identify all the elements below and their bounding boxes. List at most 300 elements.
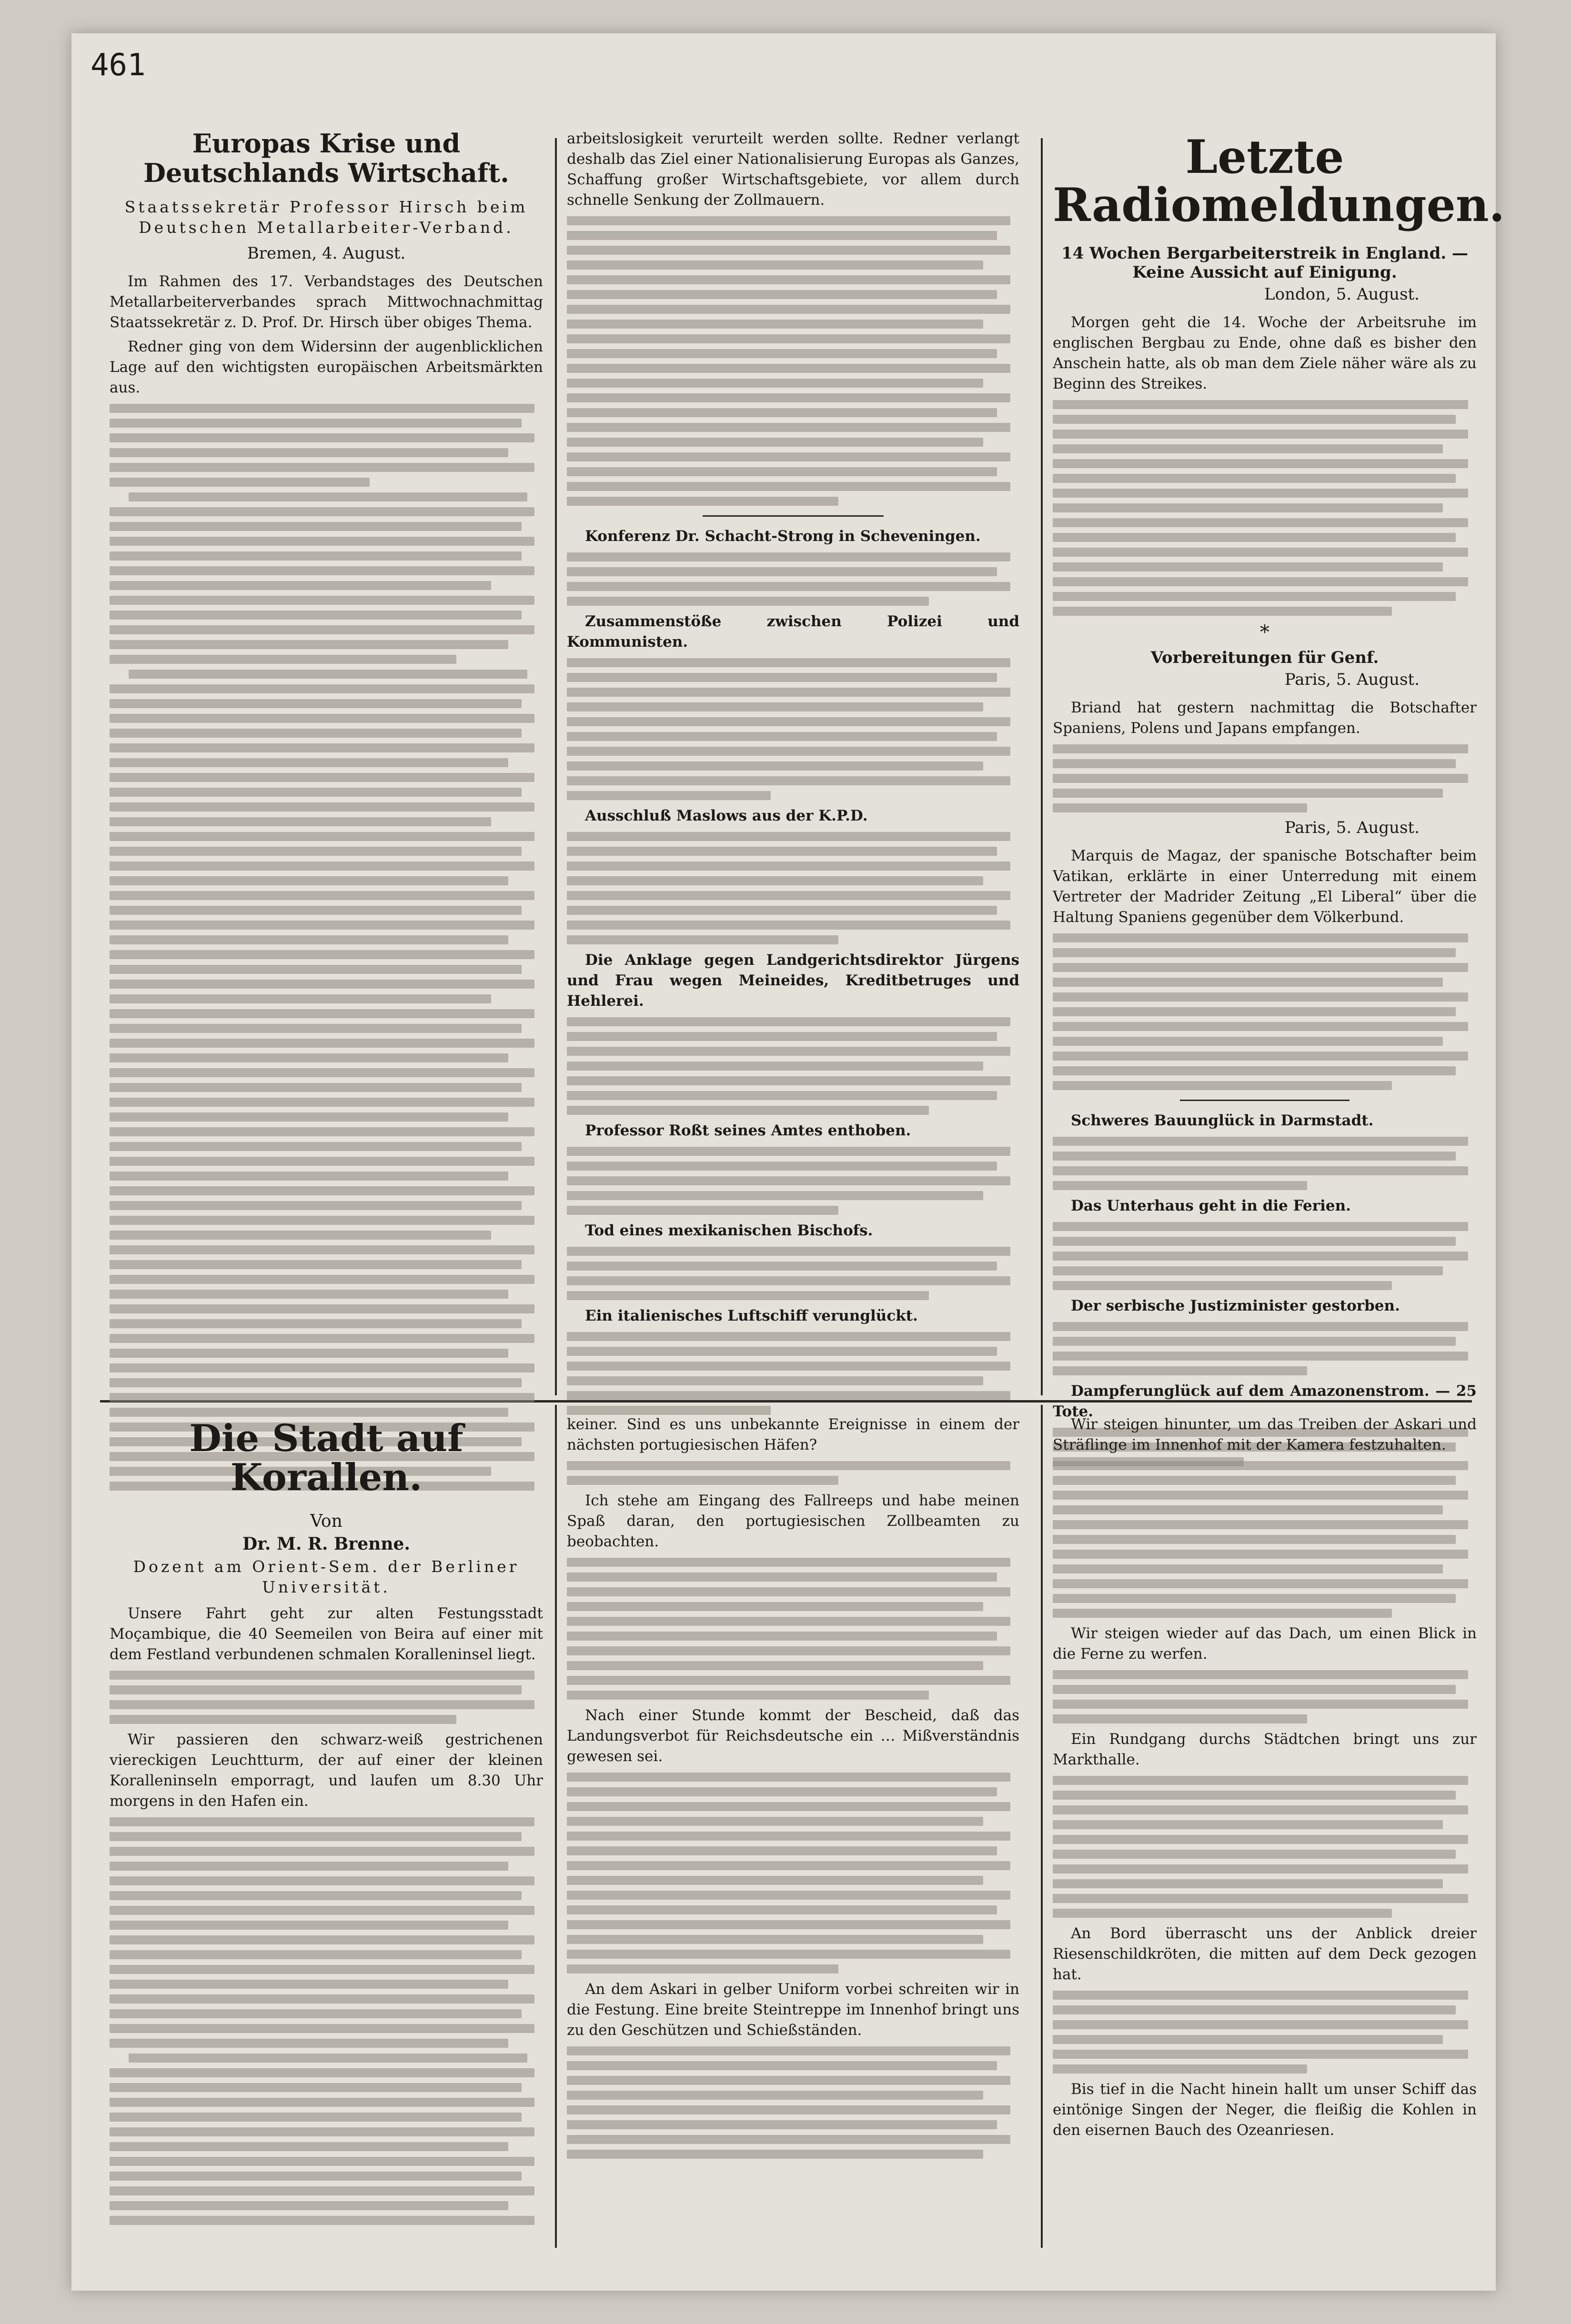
news-headline: Der serbische Justizminister gestorben. — [1071, 1297, 1400, 1314]
illegible-text-line — [567, 2150, 983, 2159]
illegible-text-line — [1053, 607, 1392, 616]
illegible-text-line — [110, 625, 534, 634]
illegible-text-line — [567, 1832, 1010, 1841]
illegible-text-line — [567, 1773, 1010, 1782]
illegible-text-line — [1053, 1579, 1468, 1588]
illegible-text-line — [110, 980, 534, 989]
illegible-text-line — [567, 1262, 997, 1271]
illegible-text-line — [110, 684, 534, 693]
illegible-text-line — [567, 1461, 1010, 1470]
illegible-text-line — [1053, 1670, 1468, 1679]
illegible-text-line — [567, 1817, 983, 1826]
article-paragraph: An dem Askari in gelber Uniform vorbei schreiten wir in die Festung. Eine breite Steintreppe im Innenhof bringt uns zu den Geschützen und Schießständen. — [567, 1981, 1019, 2039]
illegible-text-line — [1053, 503, 1443, 512]
illegible-text-line — [110, 994, 491, 1003]
illegible-text-line — [110, 1098, 534, 1107]
illegible-text-line — [110, 2083, 522, 2092]
illegible-text-line — [567, 921, 1010, 930]
illegible-text-line — [110, 463, 534, 472]
illegible-text-line — [1053, 1835, 1468, 1844]
illegible-text-line — [567, 1076, 1010, 1085]
illegible-text-line — [567, 1062, 983, 1071]
illegible-text-line — [567, 2105, 1010, 2114]
illegible-text-line — [1053, 577, 1468, 586]
illegible-text-line — [1053, 1909, 1392, 1918]
illegible-text-line — [1053, 548, 1468, 557]
illegible-text-line — [110, 478, 370, 487]
illegible-text-line — [567, 1047, 1010, 1056]
illegible-text-line — [567, 1676, 1010, 1685]
illegible-text-line — [110, 788, 522, 797]
illegible-text-line — [567, 260, 983, 270]
illegible-text-line — [567, 216, 1010, 225]
illegible-text-line — [1053, 1991, 1468, 2000]
illegible-text-line — [110, 1994, 534, 2003]
article-paragraph: Im Rahmen des 17. Verbandstages des Deutschen Metallarbeiterverbandes sprach Mittwochnachmittag Staatssekretär z. D. Prof. Dr. Hirsch über obiges Thema. — [110, 272, 543, 331]
illegible-text-line — [567, 658, 1010, 667]
illegible-text-line — [110, 1334, 534, 1343]
illegible-text-line — [1053, 459, 1468, 468]
dateline: London, 5. August. — [1264, 284, 1420, 304]
illegible-text-line — [110, 802, 534, 811]
illegible-text-line — [110, 1847, 534, 1856]
illegible-text-line — [1053, 1805, 1468, 1814]
illegible-text-line — [110, 537, 534, 546]
illegible-text-line — [567, 1787, 997, 1796]
illegible-text-line — [1053, 1352, 1468, 1361]
illegible-text-line — [110, 891, 534, 900]
illegible-text-line — [1053, 518, 1468, 527]
illegible-text-line — [567, 1017, 1010, 1026]
illegible-text-line — [1053, 1864, 1468, 1873]
illegible-text-line — [567, 497, 838, 506]
illegible-text-line — [110, 773, 534, 782]
illegible-text-line — [1053, 2064, 1307, 2074]
illegible-text-line — [110, 433, 534, 442]
illegible-text-line — [1053, 1022, 1468, 1031]
article-paragraph: Morgen geht die 14. Woche der Arbeitsruhe im englischen Bergbau zu Ende, ohne daß es bisher den Anschein hatte, als ob man dem Ziele näher wäre als zu Beginn des Streikes. — [1053, 313, 1477, 392]
illegible-text-line — [567, 334, 1010, 343]
illegible-text-line — [110, 921, 534, 930]
illegible-text-line — [110, 2024, 534, 2033]
illegible-text-line — [110, 832, 534, 841]
illegible-text-line — [110, 1862, 508, 1871]
illegible-text-line — [1053, 1081, 1392, 1090]
illegible-text-line — [567, 891, 1010, 900]
illegible-text-line — [110, 522, 522, 531]
illegible-text-line — [110, 2186, 534, 2195]
illegible-text-line — [567, 1376, 983, 1385]
news-headline: 14 Wochen Bergarbeiterstreik in England. — Keine Aussicht auf Einigung. — [1061, 243, 1469, 282]
illegible-text-line — [1053, 1609, 1392, 1618]
column-letzte-radiomeldungen — [1053, 129, 1505, 1420]
illegible-text-line — [1053, 1594, 1456, 1603]
news-headline: Dampferunglück auf dem Amazonenstrom. — 25 Tote. — [1053, 1382, 1477, 1420]
illegible-text-line — [567, 408, 997, 417]
illegible-text-line — [1053, 992, 1468, 1002]
article-paragraph: Nach einer Stunde kommt der Bescheid, daß das Landungsverbot für Reichsdeutsche ein … Mißverständnis gewesen sei. — [567, 1707, 1019, 1765]
article-paragraph: Marquis de Magaz, der spanische Botschafter beim Vatikan, erklärte in einer Unterredung mit einem Vertreter der Madrider Zeitung „El Liberal“ über die Haltung Spaniens gegenüber dem Völkerbund. — [1053, 847, 1477, 926]
illegible-text-line — [567, 2076, 1010, 2085]
illegible-text-line — [567, 861, 1010, 871]
illegible-text-line — [567, 246, 1010, 255]
illegible-text-line — [110, 1172, 508, 1181]
illegible-text-line — [567, 2091, 983, 2100]
illegible-text-line — [110, 1700, 534, 1709]
illegible-text-line — [567, 1876, 983, 1885]
illegible-text-line — [110, 640, 508, 649]
illegible-text-line — [1053, 1550, 1468, 1559]
news-headline: Vorbereitungen für Genf. — [1150, 648, 1379, 667]
illegible-text-line — [1053, 1879, 1443, 1888]
illegible-text-line — [110, 1378, 522, 1387]
illegible-text-line — [110, 817, 491, 826]
illegible-text-line — [567, 379, 983, 388]
illegible-text-line — [110, 1671, 534, 1680]
illegible-text-line — [567, 2120, 997, 2129]
illegible-text-line — [1053, 533, 1456, 542]
illegible-text-line — [567, 1905, 997, 1914]
feuilleton-continuation-right — [1053, 1414, 1477, 2243]
article-paragraph: Wir steigen wieder auf das Dach, um einen Blick in die Ferne zu werfen. — [1053, 1625, 1477, 1663]
illegible-text-line — [567, 1206, 838, 1215]
article-paragraph: An Bord überrascht uns der Anblick dreier Riesenschildkröten, die mitten auf dem Deck gezogen hat. — [1053, 1925, 1477, 1983]
illegible-text-line — [567, 349, 997, 358]
illegible-text-line — [567, 876, 983, 885]
separator — [703, 515, 884, 517]
illegible-text-line — [110, 1216, 534, 1225]
separator — [1180, 1100, 1349, 1101]
illegible-text-line — [567, 1032, 997, 1041]
illegible-text-line — [1053, 744, 1468, 753]
illegible-text-line — [1053, 562, 1443, 571]
illegible-text-line — [567, 452, 1010, 461]
illegible-text-line — [567, 1920, 1010, 1929]
illegible-text-line — [1053, 1007, 1456, 1016]
illegible-text-line — [1053, 1281, 1392, 1290]
illegible-text-line — [1053, 489, 1468, 498]
illegible-text-line — [110, 2068, 534, 2077]
feuilleton-die-stadt-auf-korallen — [110, 1414, 543, 2243]
byline-von: Von — [310, 1511, 342, 1531]
illegible-text-line — [567, 717, 1010, 726]
article-paragraph: Briand hat gestern nachmittag die Botschafter Spaniens, Polens und Japans empfangen. — [1053, 699, 1477, 737]
illegible-text-line — [110, 1906, 534, 1915]
illegible-text-line — [1053, 1564, 1443, 1573]
illegible-text-line — [110, 714, 534, 723]
illegible-text-line — [567, 688, 1010, 697]
illegible-text-line — [110, 1304, 534, 1313]
newspaper-page — [71, 33, 1505, 2291]
illegible-text-line — [1053, 1491, 1468, 1500]
illegible-text-line — [1053, 1066, 1456, 1075]
illegible-text-line — [1053, 978, 1443, 987]
illegible-text-line — [1053, 1166, 1468, 1175]
illegible-text-line — [567, 1617, 1010, 1626]
illegible-text-line — [1053, 963, 1468, 972]
article-paragraph: Wir passieren den schwarz-weiß gestrichenen viereckigen Leuchtturm, der auf einer der kleinen Koralleninseln emporragt, und laufen um 8.30 Uhr morgens in den Hafen ein. — [110, 1731, 543, 1810]
illegible-text-line — [567, 1347, 997, 1356]
illegible-text-line — [129, 492, 527, 501]
illegible-text-line — [567, 1846, 997, 1855]
illegible-text-line — [110, 1980, 508, 1989]
article-title: Europas Krise und Deutschlands Wirtschaft. — [143, 128, 509, 189]
illegible-text-line — [1053, 400, 1468, 409]
illegible-text-line — [567, 732, 997, 741]
illegible-text-line — [1053, 2005, 1456, 2014]
illegible-text-line — [567, 1802, 1010, 1811]
illegible-text-line — [567, 2135, 1010, 2144]
illegible-text-line — [110, 1260, 522, 1269]
news-headline: Tod eines mexikanischen Bischofs. — [585, 1222, 873, 1239]
illegible-text-line — [1053, 1535, 1456, 1544]
illegible-text-line — [110, 2113, 522, 2122]
news-headline: Konferenz Dr. Schacht-Strong in Scheveningen. — [585, 528, 981, 545]
illegible-text-line — [1053, 592, 1456, 601]
illegible-text-line — [110, 2098, 534, 2107]
illegible-text-line — [1053, 1037, 1443, 1046]
illegible-text-line — [567, 1091, 997, 1100]
illegible-text-line — [110, 1245, 534, 1254]
illegible-text-line — [567, 1861, 1010, 1870]
illegible-text-line — [110, 1921, 508, 1930]
illegible-text-line — [1053, 474, 1456, 483]
illegible-text-line — [567, 1276, 1010, 1285]
illegible-text-line — [110, 419, 522, 428]
illegible-text-line — [110, 404, 534, 413]
illegible-text-line — [567, 747, 1010, 756]
illegible-text-line — [567, 423, 1010, 432]
column-rule — [555, 138, 557, 1395]
illegible-text-line — [110, 743, 534, 752]
news-headline: Ein italienisches Luftschiff verunglückt. — [585, 1307, 918, 1324]
illegible-text-line — [1053, 1820, 1443, 1829]
article-subtitle: Staatssekretär Professor Hirsch beim Deutschen Metallarbeiter-Verband. — [124, 198, 528, 237]
article-continuation: arbeitslosigkeit verurteilt werden sollte. Redner verlangt deshalb das Ziel einer Nationalisierung Europas als Ganzes, Schaffung großer Wirtschaftsgebiete, vor allem durch schnelle Senkung der Zollmauern. — [567, 130, 1019, 209]
illegible-text-line — [110, 1083, 522, 1092]
illegible-text-line — [110, 1935, 534, 1944]
illegible-text-line — [110, 906, 522, 915]
illegible-text-line — [110, 1112, 508, 1122]
illegible-text-line — [110, 1363, 534, 1372]
column-center-news — [567, 129, 1019, 1395]
illegible-text-line — [110, 1068, 534, 1077]
illegible-text-line — [110, 1157, 534, 1166]
illegible-text-line — [567, 776, 1010, 785]
illegible-text-line — [567, 1602, 983, 1611]
illegible-text-line — [1053, 1337, 1456, 1346]
illegible-text-line — [1053, 1252, 1468, 1261]
illegible-text-line — [110, 655, 456, 664]
illegible-text-line — [110, 1891, 522, 1900]
illegible-text-line — [110, 2127, 534, 2136]
news-headline: Ausschluß Maslows aus der K.P.D. — [585, 807, 868, 824]
illegible-text-line — [110, 1127, 534, 1136]
illegible-text-line — [567, 2046, 1010, 2055]
illegible-text-line — [567, 2061, 997, 2070]
illegible-text-line — [1053, 1366, 1307, 1375]
illegible-text-line — [1053, 1505, 1443, 1514]
illegible-text-line — [567, 1247, 1010, 1256]
illegible-text-line — [110, 1685, 522, 1694]
article-paragraph: Bis tief in die Nacht hinein hallt um unser Schiff das eintönige Singen der Neger, die fleißig die Kohlen in den eisernen Bauch des Ozeanriesen. — [1053, 2081, 1477, 2139]
illegible-text-line — [567, 1362, 1010, 1371]
illegible-text-line — [110, 1319, 522, 1328]
illegible-text-line — [110, 1275, 534, 1284]
illegible-text-line — [567, 597, 929, 606]
illegible-text-line — [110, 448, 508, 457]
illegible-text-line — [567, 1964, 838, 1973]
illegible-text-line — [1053, 1322, 1468, 1331]
feuilleton-continuation-middle — [567, 1414, 1019, 2243]
illegible-text-line — [567, 305, 1010, 314]
illegible-text-line — [567, 1632, 997, 1641]
illegible-text-line — [110, 1039, 534, 1048]
illegible-text-line — [110, 2009, 522, 2018]
illegible-text-line — [129, 670, 527, 679]
illegible-text-line — [110, 965, 522, 974]
illegible-text-line — [1053, 2050, 1468, 2059]
illegible-text-line — [567, 832, 1010, 841]
illegible-text-line — [1053, 933, 1468, 942]
illegible-text-line — [567, 1646, 1010, 1655]
illegible-text-line — [567, 275, 1010, 284]
illegible-text-line — [567, 761, 983, 771]
dateline: Paris, 5. August. — [1284, 670, 1420, 689]
illegible-text-line — [1053, 1266, 1443, 1275]
illegible-text-line — [567, 320, 983, 329]
illegible-text-line — [567, 702, 983, 711]
illegible-text-line — [1053, 444, 1443, 453]
illegible-text-line — [567, 906, 997, 915]
illegible-text-line — [110, 596, 534, 605]
news-headline: Das Unterhaus geht in die Ferien. — [1071, 1197, 1351, 1214]
illegible-text-line — [110, 1393, 534, 1402]
illegible-text-line — [1053, 1052, 1468, 1061]
illegible-text-line — [567, 1691, 929, 1700]
illegible-text-line — [567, 1391, 1010, 1400]
news-headline: Professor Roßt seines Amtes enthoben. — [585, 1122, 911, 1139]
column-rule — [555, 1405, 557, 2248]
illegible-text-line — [110, 1290, 508, 1299]
illegible-text-line — [567, 935, 838, 944]
illegible-text-line — [110, 847, 522, 856]
illegible-text-line — [567, 1558, 1010, 1567]
illegible-text-line — [1053, 1850, 1456, 1859]
illegible-text-line — [1053, 1476, 1456, 1485]
illegible-text-line — [1053, 1181, 1307, 1190]
illegible-text-line — [110, 876, 508, 885]
illegible-text-line — [110, 1876, 534, 1885]
illegible-text-line — [1053, 1152, 1456, 1161]
author: Dr. M. R. Brenne. — [242, 1533, 410, 1554]
illegible-text-line — [110, 950, 534, 959]
illegible-text-line — [110, 1024, 522, 1033]
illegible-text-line — [1053, 759, 1456, 768]
news-headline: Die Anklage gegen Landgerichtsdirektor Jürgens und Frau wegen Meineides, Kreditbetruges und Hehlerei. — [567, 952, 1019, 1010]
illegible-text-line — [110, 1201, 522, 1210]
illegible-text-line — [110, 2142, 508, 2151]
dateline: Paris, 5. August. — [1284, 818, 1420, 837]
illegible-text-line — [567, 482, 1010, 491]
illegible-text-line — [567, 438, 983, 447]
section-title: Letzte Radiomeldungen. — [1053, 130, 1505, 232]
column-rule — [1041, 138, 1043, 1395]
article-paragraph: Redner ging von dem Widersinn der augenblicklichen Lage auf den wichtigsten europäischen Arbeitsmärkten aus. — [110, 338, 543, 396]
illegible-text-line — [567, 1162, 997, 1171]
illegible-text-line — [567, 1176, 1010, 1185]
illegible-text-line — [1053, 1714, 1307, 1723]
illegible-text-line — [1053, 1791, 1456, 1800]
illegible-text-line — [567, 1935, 983, 1944]
illegible-text-line — [1053, 774, 1468, 783]
illegible-text-line — [110, 1231, 491, 1240]
illegible-text-line — [567, 1191, 983, 1200]
illegible-text-line — [110, 1950, 522, 1959]
illegible-text-line — [567, 1291, 929, 1300]
illegible-text-line — [110, 2157, 534, 2166]
illegible-text-line — [1053, 1222, 1468, 1231]
illegible-text-line — [1053, 1520, 1468, 1529]
illegible-text-line — [1053, 1700, 1468, 1709]
illegible-text-line — [110, 2172, 522, 2181]
illegible-text-line — [110, 1142, 522, 1151]
separator-star: * — [1260, 621, 1269, 643]
illegible-text-line — [110, 1009, 534, 1018]
illegible-text-line — [567, 1573, 997, 1582]
news-headline: Zusammenstöße zwischen Polizei und Kommunisten. — [567, 613, 1019, 651]
illegible-text-line — [110, 1965, 534, 1974]
illegible-text-line — [1053, 948, 1456, 957]
illegible-text-line — [567, 364, 1010, 373]
illegible-text-line — [567, 582, 1010, 591]
illegible-text-line — [567, 673, 997, 682]
illegible-text-line — [567, 552, 1010, 561]
illegible-text-line — [567, 393, 1010, 402]
article-continuation: keiner. Sind es uns unbekannte Ereignisse in einem der nächsten portugiesischen Häfen? — [567, 1416, 1019, 1453]
illegible-text-line — [567, 791, 771, 800]
article-paragraph: Ich stehe am Eingang des Fallreeps und habe meinen Spaß daran, den portugiesischen Zollbeamten zu beobachten. — [567, 1492, 1019, 1550]
illegible-text-line — [110, 581, 491, 590]
article-paragraph: Ein Rundgang durchs Städtchen bringt uns zur Markthalle. — [1053, 1731, 1477, 1768]
illegible-text-line — [110, 1832, 522, 1841]
illegible-text-line — [1053, 1137, 1468, 1146]
illegible-text-line — [1053, 1461, 1468, 1470]
illegible-text-line — [110, 729, 522, 738]
illegible-text-line — [567, 847, 997, 856]
illegible-text-line — [110, 758, 508, 767]
illegible-text-line — [1053, 789, 1443, 798]
illegible-text-line — [1053, 1894, 1468, 1903]
article-paragraph: Wir steigen hinunter, um das Treiben der Askari und Sträflinge im Innenhof mit der Kamera festzuhalten. — [1053, 1416, 1477, 1453]
illegible-text-line — [1053, 1237, 1456, 1246]
illegible-text-line — [110, 551, 522, 561]
illegible-text-line — [567, 1332, 1010, 1341]
illegible-text-line — [567, 467, 997, 476]
illegible-text-line — [110, 611, 522, 620]
article-europas-krise — [110, 129, 543, 1395]
illegible-text-line — [110, 2039, 508, 2048]
illegible-text-line — [567, 231, 997, 240]
column-rule — [1041, 1405, 1043, 2248]
illegible-text-line — [110, 1053, 508, 1062]
illegible-text-line — [567, 1587, 1010, 1596]
dateline: Bremen, 4. August. — [247, 243, 406, 263]
illegible-text-line — [110, 2216, 534, 2225]
illegible-text-line — [567, 290, 997, 299]
illegible-text-line — [567, 1147, 1010, 1156]
illegible-text-line — [567, 1476, 838, 1485]
